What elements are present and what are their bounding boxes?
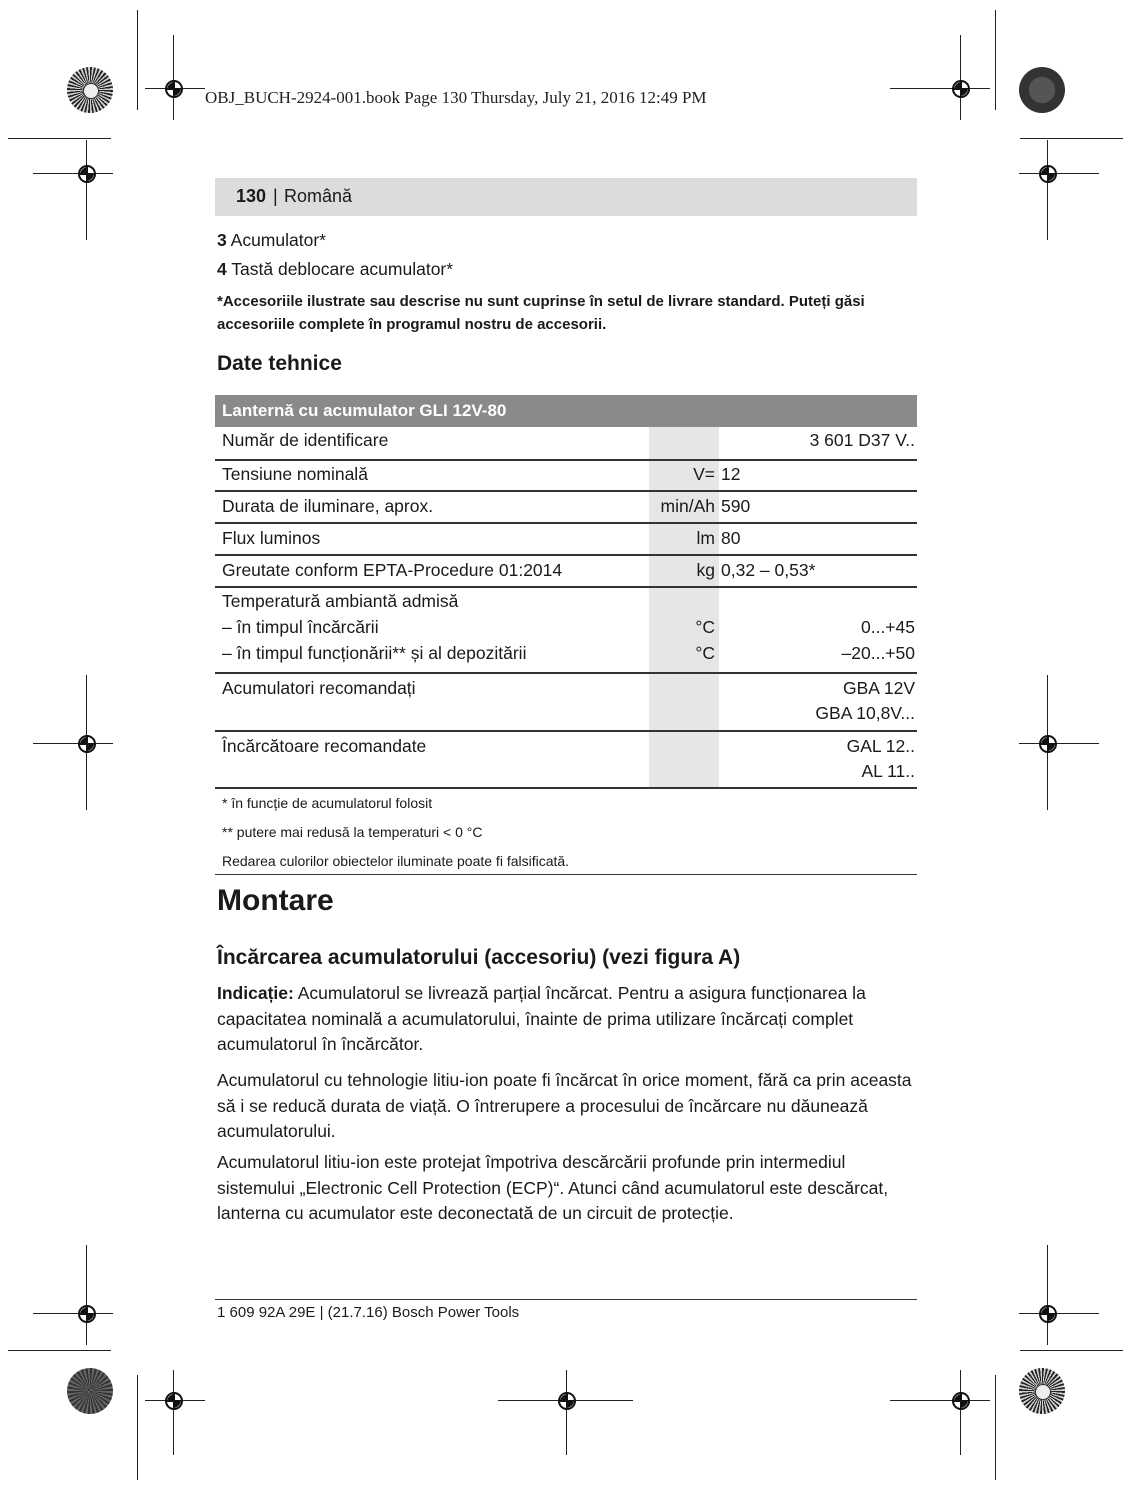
note-text: Acumulatorul se livrează parțial încărcat. Pentru a asigura funcționarea la capacitatea nominală a acumulatorului, înainte de prima utilizare încărcați complet acumulatorul în încărcător. bbox=[217, 983, 866, 1054]
table-divider bbox=[215, 672, 917, 674]
section-heading: Montare bbox=[217, 884, 334, 917]
note-paragraph bbox=[217, 981, 917, 1058]
table-cell-value: GBA 10,8V... bbox=[815, 703, 915, 723]
tech-data-heading: Date tehnice bbox=[217, 352, 342, 375]
footer-rule bbox=[215, 1299, 917, 1300]
table-cell-unit: kg bbox=[696, 560, 715, 580]
table-cell-label: Acumulatori recomandați bbox=[222, 678, 416, 698]
table-cell-unit: min/Ah bbox=[660, 496, 715, 516]
table-cell-label: Durata de iluminare, aprox. bbox=[222, 496, 434, 516]
table-title-text: Lanternă cu acumulator GLI 12V-80 bbox=[222, 401, 507, 420]
table-cell-value: GAL 12.. bbox=[846, 736, 915, 756]
table-cell-label: Temperatură ambiantă admisă bbox=[222, 591, 459, 611]
table-footnote: ** putere mai redusă la temperaturi < 0 °C bbox=[222, 824, 483, 840]
registration-target-icon bbox=[945, 1385, 975, 1415]
table-divider bbox=[215, 554, 917, 556]
table-divider bbox=[215, 730, 917, 732]
color-rosette-icon bbox=[1019, 1368, 1065, 1414]
table-cell-label: Tensiune nominală bbox=[222, 464, 368, 484]
color-rosette-icon bbox=[1019, 67, 1065, 113]
color-rosette-icon bbox=[67, 1368, 113, 1414]
registration-target-icon bbox=[71, 1298, 101, 1328]
table-cell-value: 0...+45 bbox=[860, 617, 915, 637]
registration-target-icon bbox=[551, 1385, 581, 1415]
registration-target-icon bbox=[158, 73, 188, 103]
page-header-band bbox=[215, 178, 917, 216]
table-cell-value: –20...+50 bbox=[841, 643, 915, 663]
table-cell-unit: °C bbox=[695, 643, 715, 663]
table-cell-value: 12 bbox=[721, 464, 741, 484]
table-cell-unit: lm bbox=[696, 528, 715, 548]
table-cell-value: 3 601 D37 V.. bbox=[809, 430, 915, 450]
table-divider bbox=[215, 490, 917, 492]
table-title bbox=[215, 395, 917, 427]
table-cell-label: Încărcătoare recomandate bbox=[222, 736, 427, 756]
table-cell-value: GBA 12V bbox=[843, 678, 915, 698]
running-header: OBJ_BUCH-2924-001.book Page 130 Thursday, July 21, 2016 12:49 PM bbox=[205, 88, 707, 107]
footer-text: 1 609 92A 29E | (21.7.16) Bosch Power Tools bbox=[217, 1304, 520, 1321]
table-divider bbox=[215, 522, 917, 524]
table-divider bbox=[215, 459, 917, 461]
table-cell-value: 80 bbox=[721, 528, 741, 548]
table-cell-label: Număr de identificare bbox=[222, 430, 389, 450]
subsection-heading: Încărcarea acumulatorului (accesoriu) (vezi figura A) bbox=[217, 946, 741, 969]
registration-target-icon bbox=[1032, 158, 1062, 188]
table-cell-value: 590 bbox=[721, 496, 751, 516]
legend-item bbox=[217, 230, 326, 251]
table-cell-label: – în timpul funcționării** și al depozitării bbox=[222, 643, 527, 663]
registration-target-icon bbox=[1032, 1298, 1062, 1328]
table-cell-label: Flux luminos bbox=[222, 528, 321, 548]
table-footnote: * în funcție de acumulatorul folosit bbox=[222, 795, 433, 811]
table-cell-value: AL 11.. bbox=[861, 761, 915, 781]
registration-target-icon bbox=[945, 73, 975, 103]
page-number: 130 bbox=[236, 186, 267, 206]
color-rosette-icon bbox=[67, 67, 113, 113]
section-divider bbox=[215, 874, 917, 875]
registration-target-icon bbox=[1032, 728, 1062, 758]
table-cell-label: Greutate conform EPTA-Procedure 01:2014 bbox=[222, 560, 563, 580]
body-paragraph: Acumulatorul cu tehnologie litiu-ion poate fi încărcat în orice moment, fără ca prin aceasta să i se reducă durata de viață. O întrerupere a procesului de încărcare nu dăunează acumulatorului. bbox=[217, 1070, 912, 1141]
legend-item bbox=[217, 259, 453, 280]
legend-item-text: Acumulator* bbox=[230, 230, 326, 250]
table-cell-unit: °C bbox=[695, 617, 715, 637]
legend-item-number: 4 bbox=[217, 259, 227, 279]
accessory-note: *Accesoriile ilustrate sau descrise nu sunt cuprinse în setul de livrare standard. Puteți găsi accesoriile complete în programul nostru de accesorii. bbox=[217, 293, 865, 333]
legend-item-number: 3 bbox=[217, 230, 227, 250]
note-label: Indicație: bbox=[217, 983, 294, 1003]
body-paragraph: Acumulatorul litiu-ion este protejat împotriva descărcării profunde prin intermediul sistemului „Electronic Cell Protection (ECP)“. Atunci când acumulatorul este descărcat, lanterna cu acumulator este deconectată de un circuit de protecție. bbox=[217, 1152, 889, 1223]
table-cell-unit: V= bbox=[693, 464, 715, 484]
page-language: Română bbox=[284, 186, 353, 206]
table-cell-label: – în timpul încărcării bbox=[222, 617, 379, 637]
table-divider bbox=[215, 787, 917, 789]
table-divider bbox=[215, 586, 917, 588]
legend-item-text: Tastă deblocare acumulator* bbox=[231, 259, 454, 279]
table-cell-value: 0,32 – 0,53* bbox=[721, 560, 816, 580]
registration-target-icon bbox=[158, 1385, 188, 1415]
table-footnote: Redarea culorilor obiectelor iluminate poate fi falsificată. bbox=[222, 853, 570, 869]
registration-target-icon bbox=[71, 728, 101, 758]
registration-target-icon bbox=[71, 158, 101, 188]
page-separator: | bbox=[273, 186, 278, 206]
